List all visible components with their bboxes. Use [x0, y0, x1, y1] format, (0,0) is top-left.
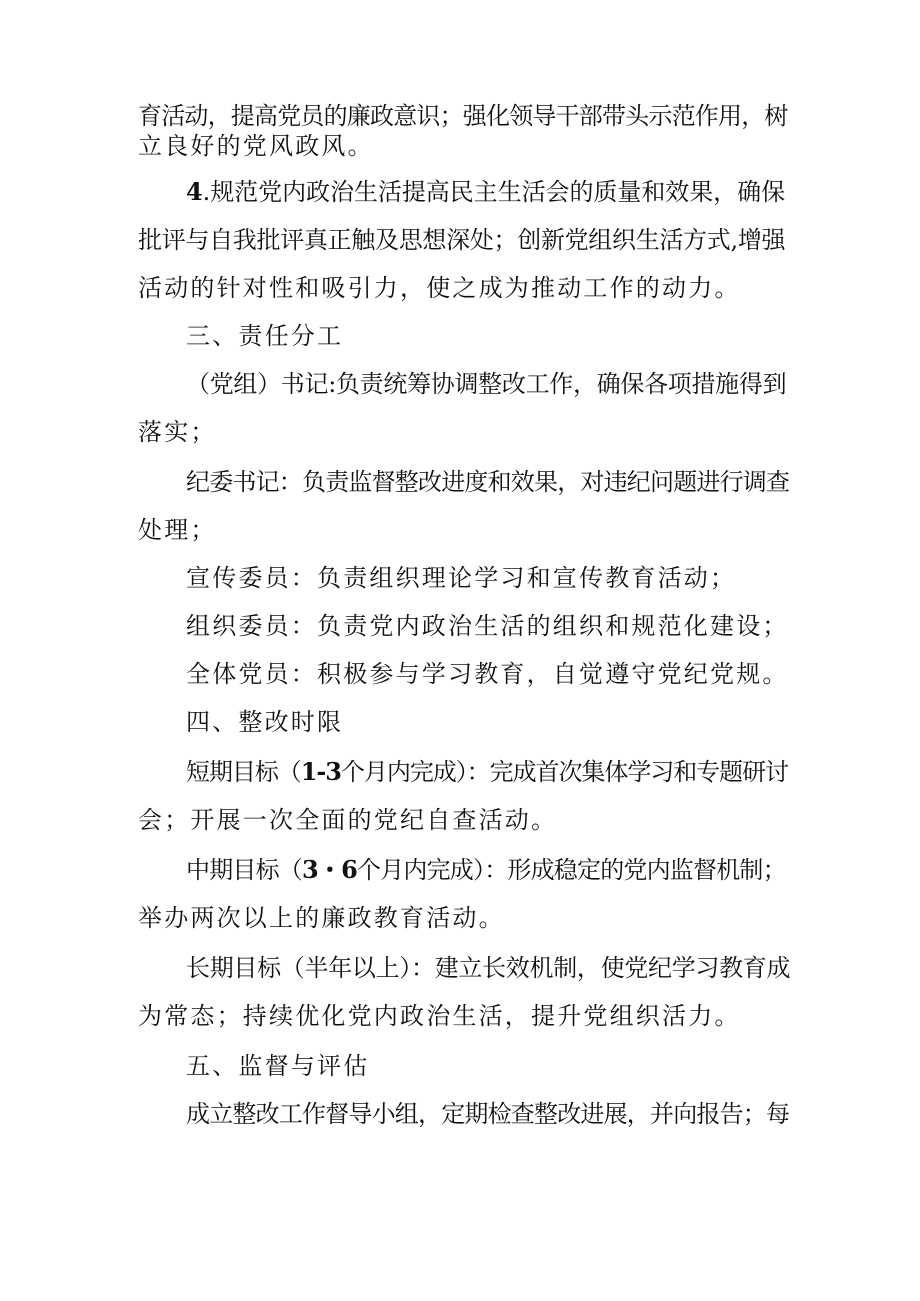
paragraph-line: 落实；	[138, 418, 217, 446]
paragraph-line: 育活动，提高党员的廉政意识；强化领导干部带头示范作用，树	[138, 102, 788, 130]
paragraph-line: 会；开展一次全面的党纪自查活动。	[138, 806, 558, 834]
paragraph-line: 活动的针对性和吸引力，使之成为推动工作的动力。	[138, 274, 741, 302]
section-heading-supervision: 五、监督与评估	[186, 1052, 370, 1080]
paragraph-line: 纪委书记：负责监督整改进度和效果，对违纪问题进行调查	[186, 468, 790, 496]
section-heading-responsibility: 三、责任分工	[186, 322, 344, 350]
paragraph-line	[186, 177, 785, 207]
paragraph-line: 立良好的党风政风。	[138, 132, 374, 160]
goal-text: 个月内完成）：形成稳定的党内监督机制；	[357, 856, 786, 884]
goal-range: 1-3	[300, 757, 341, 786]
goal-label: 中期目标（	[186, 856, 302, 884]
paragraph-line	[186, 855, 786, 885]
goal-text: 个月内完成）：完成首次集体学习和专题研讨	[340, 758, 788, 786]
paragraph-line: 批评与自我批评真正触及思想深处；创新党组织生活方式,增强	[138, 226, 786, 254]
paragraph-line: 宣传委员：负责组织理论学习和宣传教育活动；	[186, 564, 737, 592]
paragraph-line: 成立整改工作督导小组，定期检查整改进展，并向报告；每	[186, 1100, 790, 1128]
paragraph-line: 全体党员：积极参与学习教育，自觉遵守党纪党规。	[186, 660, 789, 688]
item-text: .规范党内政治生活提高民主生活会的质量和效果，确保	[202, 178, 786, 206]
goal-range: 3・6	[302, 855, 357, 884]
paragraph-line: 组织委员：负责党内政治生活的组织和规范化建设；	[186, 612, 789, 640]
paragraph-line: 举办两次以上的廉政教育活动。	[138, 904, 505, 932]
section-heading-deadline: 四、整改时限	[186, 708, 344, 736]
item-number: 4	[186, 177, 203, 206]
paragraph-line	[186, 757, 788, 787]
paragraph-line: （党组）书记:负责统筹协调整改工作，确保各项措施得到	[186, 370, 787, 398]
paragraph-line: 处理；	[138, 516, 217, 544]
paragraph-line: 长期目标（半年以上）：建立长效机制，使党纪学习教育成	[186, 954, 791, 982]
goal-label: 短期目标（	[186, 758, 301, 786]
paragraph-line: 为常态；持续优化党内政治生活，提升党组织活力。	[138, 1002, 741, 1030]
